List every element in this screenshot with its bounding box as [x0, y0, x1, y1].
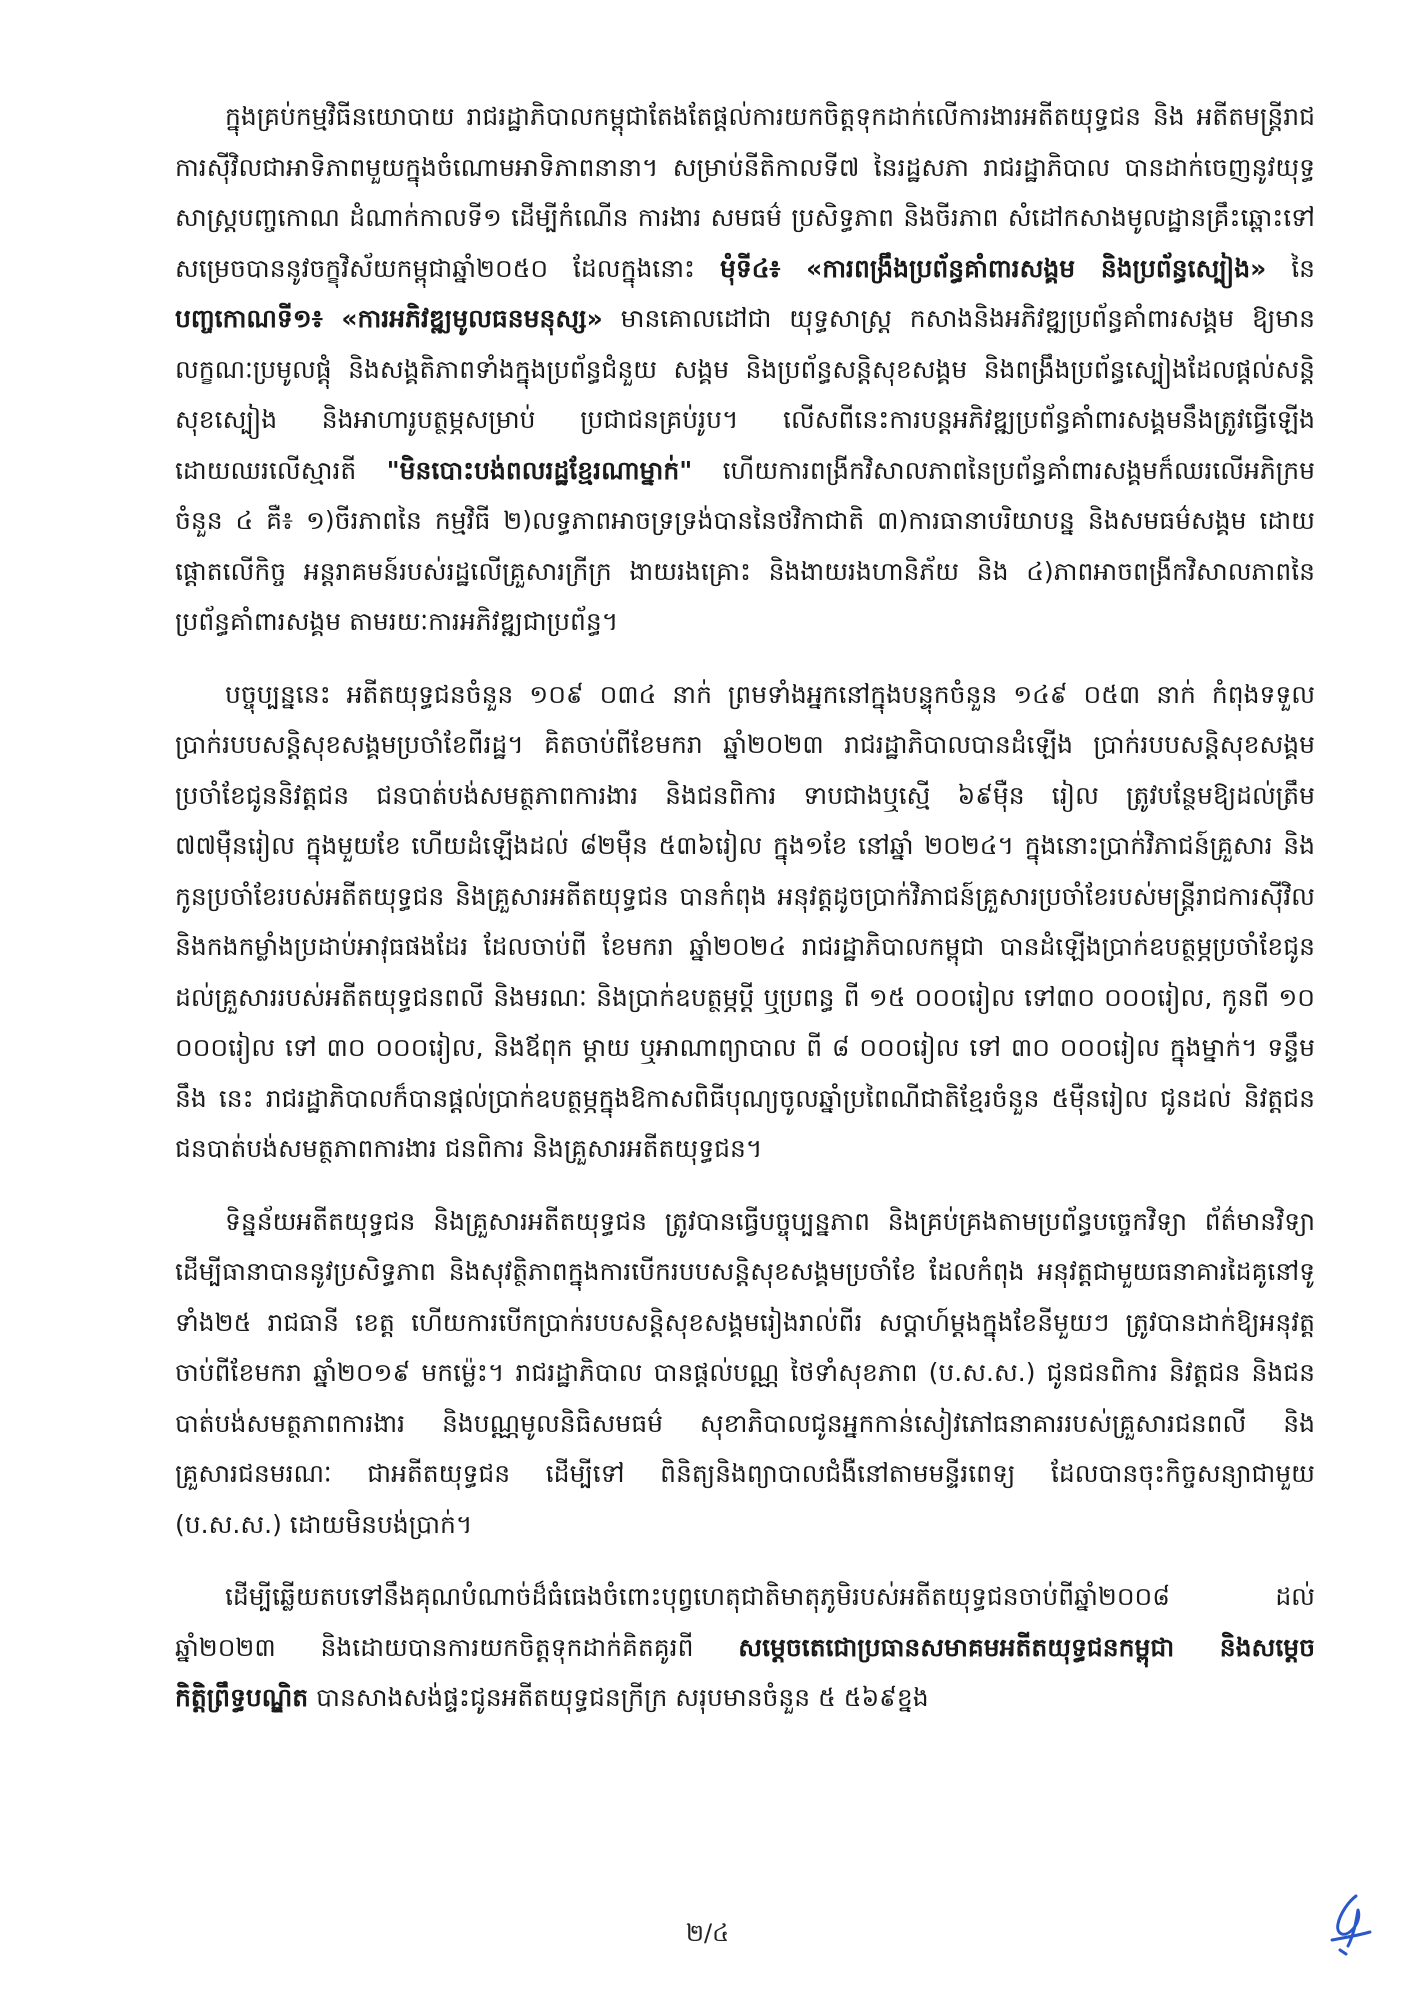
paragraph-4-seg-2: បានសាងសង់ផ្ទះជូនអតីតយុទ្ធជនក្រីក្រ សរុបមានចំនួន ៥ ៥៦៩ខ្នង [308, 1683, 929, 1712]
handwritten-signature-icon [1318, 1888, 1380, 1958]
paragraph-1-seg-0: ក្នុងគ្រប់កម្មវិធីនយោបាយ រាជរដ្ឋាភិបាលកម្ពុជាតែងតែផ្ដល់ការយកចិត្តទុកដាក់លើការងារអតីតយុទ្ធជន និង អតីតមន្ត្រីរាជការស៊ីវិលជាអាទិភាពមួយក្នុងចំណោមអាទិភាពនានា។ សម្រាប់នីតិកាលទី៧ នៃរដ្ឋសភា រាជរដ្ឋាភិបាល បានដាក់ចេញនូវយុទ្ធសាស្ត្របញ្ចកោណ ដំណាក់កាលទី១ ដើម្បីកំណើន ការងារ សមធម៌ ប្រសិទ្ធភាព និងចីរភាព សំដៅកសាងមូលដ្ឋានគ្រឹះឆ្ពោះទៅសម្រេចបាននូវចក្ខុវិស័យកម្ពុជាឆ្នាំ២០៥០ ដែលក្នុងនោះ [175, 102, 1315, 283]
paragraph-1-seg-6: ហើយការពង្រីកវិសាលភាពនៃប្រព័ន្ធគាំពារសង្គមក៏ឈរលើអភិក្រមចំនួន ៤ គឺ៖ ១)ចីរភាពនៃ កម្មវិធី ២)លទ្ធភាពអាចទ្រទ្រង់បាននៃថវិកាជាតិ ៣)ការធានាបរិយាបន្ន និងសមធម៌សង្គម ដោយផ្ដោតលើកិច្ច អន្តរាគមន៍របស់រដ្ឋលើគ្រួសារក្រីក្រ ងាយរងគ្រោះ និងងាយរងហានិភ័យ និង ៤)ភាពអាចពង្រីកវិសាលភាពនៃ ប្រព័ន្ធគាំពារសង្គម តាមរយៈការអភិវឌ្ឍជាប្រព័ន្ធ។ [175, 455, 1315, 636]
paragraph-1 [175, 92, 1315, 648]
paragraph-1-seg-1: មុំទី៤៖ «ការពង្រឹងប្រព័ន្ធគាំពារសង្គម និងប្រព័ន្ធស្បៀង» [719, 253, 1267, 283]
paragraph-1-seg-5: "មិនបោះបង់ពលរដ្ឋខ្មែរណាម្នាក់" [386, 455, 693, 485]
paragraph-3-seg-0: ទិន្នន័យអតីតយុទ្ធជន និងគ្រួសារអតីតយុទ្ធជន ត្រូវបានធ្វើបច្ចុប្បន្នភាព និងគ្រប់គ្រងតាមប្រព័ន្ធបច្ចេកវិទ្យា ព័ត៌មានវិទ្យា ដើម្បីធានាបាននូវប្រសិទ្ធភាព និងសុវត្ថិភាពក្នុងការបើករបបសន្តិសុខសង្គមប្រចាំខែ ដែលកំពុង អនុវត្តជាមួយធនាគារដៃគូនៅទូទាំង២៥ រាជធានី ខេត្ត ហើយការបើកប្រាក់របបសន្តិសុខសង្គមរៀងរាល់ពីរ សប្ដាហ៍ម្ដងក្នុងខែនីមួយៗ ត្រូវបានដាក់ឱ្យអនុវត្តចាប់ពីខែមករា ឆ្នាំ២០១៩ មកម្ល៉េះ។ រាជរដ្ឋាភិបាល បានផ្ដល់បណ្ណ ថៃទាំសុខភាព (ប.ស.ស.) ជូនជនពិការ និវត្តជន និងជនបាត់បង់សមត្ថភាពការងារ និងបណ្ណមូលនិធិសមធម៌ សុខាភិបាលជូនអ្នកកាន់សៀវភៅធនាគាររបស់គ្រួសារជនពលី និងគ្រួសារជនមរណៈ ជាអតីតយុទ្ធជន ដើម្បីទៅ ពិនិត្យនិងព្យាបាលជំងឺនៅតាមមន្ទីរពេទ្យ ដែលបានចុះកិច្ចសន្យាជាមួយ (ប.ស.ស.) ដោយមិនបង់ប្រាក់។ [175, 1206, 1315, 1539]
paragraph-1-seg-2: នៃ [1266, 253, 1316, 283]
paragraph-2 [175, 670, 1315, 1175]
paragraph-2-seg-0: បច្ចុប្បន្ននេះ អតីតយុទ្ធជនចំនួន ១០៩ ០៣៤ នាក់ ព្រមទាំងអ្នកនៅក្នុងបន្ទុកចំនួន ១៤៩ ០៥៣ នាក់ កំពុងទទួលប្រាក់របបសន្តិសុខសង្គមប្រចាំខែពីរដ្ឋ។ គិតចាប់ពីខែមករា ឆ្នាំ២០២៣ រាជរដ្ឋាភិបាលបានដំឡើង ប្រាក់របបសន្តិសុខសង្គមប្រចាំខែជូននិវត្តជន ជនបាត់បង់សមត្ថភាពការងារ និងជនពិការ ទាបជាងឬស្មើ ៦៩ម៉ឺន រៀល ត្រូវបន្ថែមឱ្យដល់ត្រឹម ៧៧ម៉ឺនរៀល ក្នុងមួយខែ ហើយដំឡើងដល់ ៨២ម៉ឺន ៥៣៦រៀល ក្នុង១ខែ នៅឆ្នាំ ២០២៤។ ក្នុងនោះប្រាក់វិភាជន៍គ្រួសារ និងកូនប្រចាំខែរបស់អតីតយុទ្ធជន និងគ្រួសារអតីតយុទ្ធជន បានកំពុង អនុវត្តដូចប្រាក់វិភាជន៍គ្រួសារប្រចាំខែរបស់មន្ត្រីរាជការស៊ីវិល និងកងកម្លាំងប្រដាប់អាវុធផងដែរ ដែលចាប់ពី ខែមករា ឆ្នាំ២០២៤ រាជរដ្ឋាភិបាលកម្ពុជា បានដំឡើងប្រាក់ឧបត្ថម្ភប្រចាំខែជូនដល់គ្រួសាររបស់អតីតយុទ្ធជនពលី និងមរណៈ និងប្រាក់ឧបត្ថម្ភប្តី ឬប្រពន្ធ ពី ១៥ ០០០រៀល ទៅ៣០ ០០០រៀល, កូនពី ១០ ០០០រៀល ទៅ ៣០ ០០០រៀល, និងឪពុក ម្ដាយ ឬអាណាព្យាបាល ពី ៨ ០០០រៀល ទៅ ៣០ ០០០រៀល ក្នុងម្នាក់។ ទន្ទឹមនឹង នេះ រាជរដ្ឋាភិបាលក៏បានផ្ដល់ប្រាក់ឧបត្ថម្ភក្នុងឱកាសពិធីបុណ្យចូលឆ្នាំប្រពៃណីជាតិខ្មែរចំនួន ៥ម៉ឺនរៀល ជូនដល់ និវត្តជន ជនបាត់បង់សមត្ថភាពការងារ ជនពិការ និងគ្រួសារអតីតយុទ្ធជន។ [175, 679, 1315, 1163]
paragraph-3 [175, 1197, 1315, 1551]
paragraph-1-seg-3: បញ្ចកោណទី១៖ «ការអភិវឌ្ឍមូលធនមនុស្ស» [175, 304, 603, 333]
paragraph-4-seg-0: ដើម្បីឆ្លើយតបទៅនឹងគុណបំណាច់ដ៏ធំធេងចំពោះបុព្វហេតុជាតិមាតុភូមិរបស់អតីតយុទ្ធជនចាប់ពីឆ្នាំ២០០៨ ដល់ ឆ្នាំ២០២៣ និងដោយបានការយកចិត្តទុកដាក់គិតគូរពី [175, 1582, 1315, 1662]
document-body [175, 92, 1315, 1746]
paragraph-1-seg-4: មានគោលដៅជា យុទ្ធសាស្ត្រ កសាងនិងអភិវឌ្ឍប្រព័ន្ធគាំពារសង្គម ឱ្យមានលក្ខណៈប្រមូលផ្ដុំ និងសង្គតិភាពទាំងក្នុងប្រព័ន្ធជំនួយ សង្គម និងប្រព័ន្ធសន្តិសុខសង្គម និងពង្រឹងប្រព័ន្ធស្បៀងដែលផ្ដល់សន្តិសុខស្បៀង និងអាហារូបត្ថម្ភសម្រាប់ ប្រជាជនគ្រប់រូប។ លើសពីនេះការបន្តអភិវឌ្ឍប្រព័ន្ធគាំពារសង្គមនឹងត្រូវធ្វើឡើងដោយឈរលើស្មារតី [175, 304, 1315, 485]
paragraph-4-seg-1: សម្ដេចតេជោប្រធានសមាគមអតីតយុទ្ធជនកម្ពុជា និងសម្ដេចកិត្តិព្រឹទ្ធបណ្ឌិត [175, 1632, 1315, 1712]
paragraph-4 [175, 1572, 1315, 1724]
page-number: ២/៤ [685, 1919, 730, 1947]
